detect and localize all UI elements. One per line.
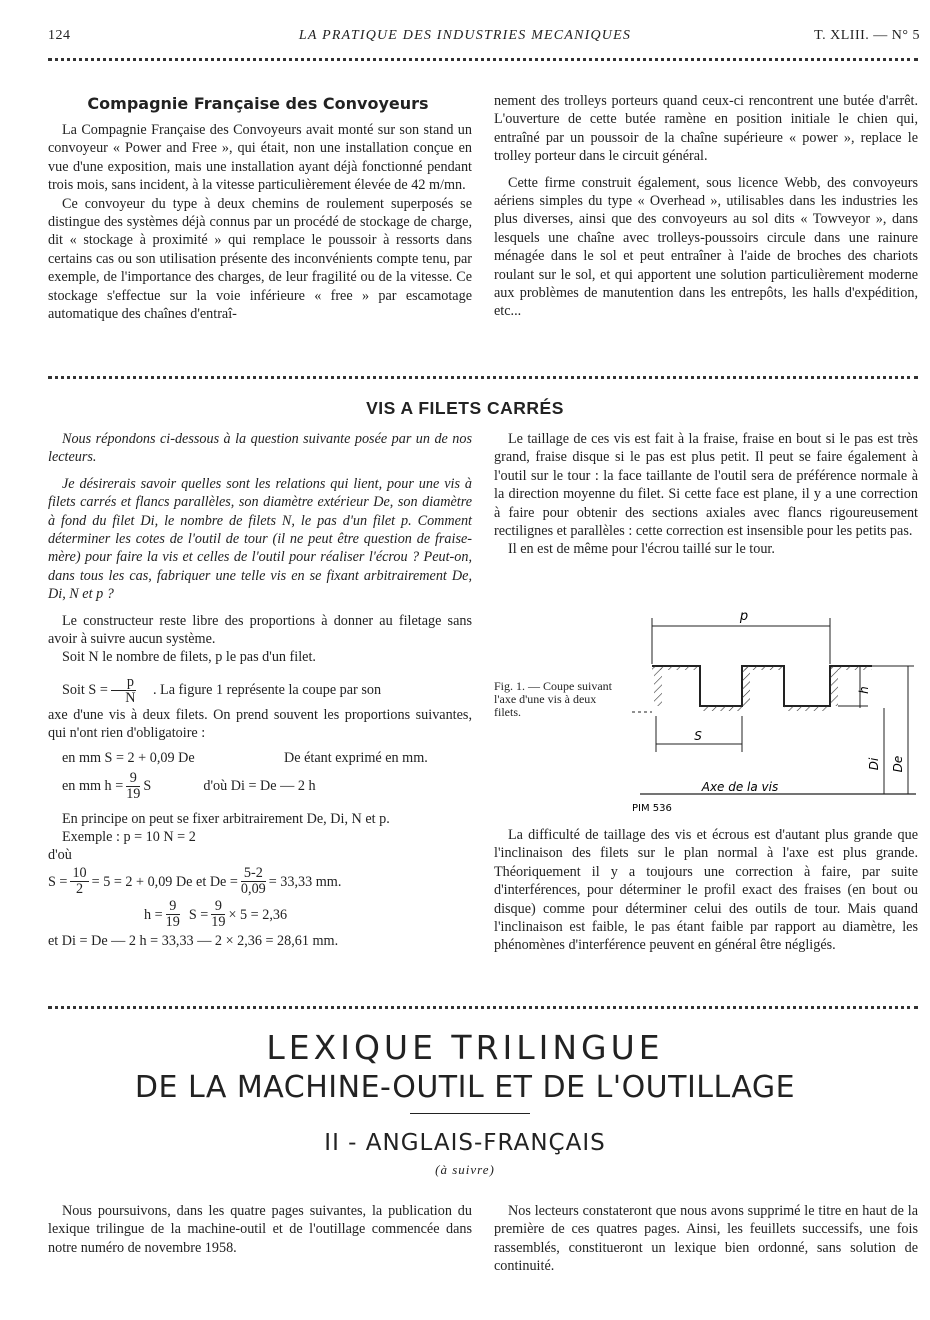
example-label: Exemple : p = 10 N = 2 [62,829,196,846]
thread-section-figure [632,604,922,818]
formula-1: en mm S = 2 + 0,09 De De étant exprimé en mm. [62,749,428,766]
article2-paragraph: Soit N le nombre de filets, p le pas d'un filet. [62,649,316,666]
title-underline [410,1113,530,1114]
article3-left-column [48,1202,472,1257]
article2-title: VIS A FILETS CARRÉS [366,398,564,418]
lexique-subtitle: II - ANGLAIS-FRANÇAIS [324,1130,606,1156]
page-number: 124 [48,28,71,43]
article1-paragraph: Ce convoyeur du type à deux chemins de roulement superposés se distingue des systèmes déjà connus par un procédé de stockage de charge, dit « stockage à proximité » qui remplace le poussoir à ressorts dans certains cas ou son utilisation présente des inconvénients compte tenu, par exemple, de l'importance des charges, de leur fragilité ou de la vitesse. Ce stockage s'effectue sur la voie inférieure « free » par escamotage automatique des chaînes d'entraî- [48,195,472,323]
label-h: h [857,686,871,694]
fraction-p-over-n: $\frac{p}{N}$ [111,675,136,706]
article2-paragraph: En principe on peut se fixer arbitrairement De, Di, N et p. [62,810,390,827]
journal-title: LA PRATIQUE DES INDUSTRIES MECANIQUES [298,28,632,43]
example-formula-3: et Di = De — 2 h = 33,33 — 2 × 2,36 = 28,61 mm. [48,933,339,950]
article1-left-column [48,121,472,323]
figure-caption: Fig. 1. — Coupe suivant l'axe d'une vis à deux filets. [494,679,613,719]
formula-2: en mm h = $\frac{9}{19}$ S d'où Di = De — 2 h [62,769,316,802]
article3-paragraph: Nous poursuivons, dans les quatre pages suivantes, la publication du lexique trilingue de la machine-outil et de l'outillage commencée dans notre numéro de novembre 1958. [48,1203,472,1256]
article1-paragraph: Cette firme construit également, sous licence Webb, des convoyeurs aériens simples du type « Overhead », utilisables dans les industries les plus diverses, ainsi que des convoyeurs au sol dits « Towveyor », dans lesquels une chaîne avec trolleys-poussoirs circule dans une rainure ménagée dans le sol et peut entraîner à l'aide de broches des chariots roulant sur le sol, et qui apportent une solution particulièrement moderne aux problèmes de manutention dans les entrepôts, les halls d'expédition, etc... [494,174,918,320]
issue-number: T. XLIII. — N° 5 [814,28,920,43]
label-di: Di [867,757,881,771]
article1-paragraph: nement des trolleys porteurs quand ceux-ci rencontrent une butée d'arrêt. L'ouverture de cette butée ramène en position initiale le chien qui, entraîné par un poussoir de la chaîne supérieure « power », replace le trolley porteur dans le circuit général. [494,93,918,165]
article3-right-column [494,1202,918,1276]
article3-paragraph: Nos lecteurs constateront que nous avons supprimé le titre en haut de la première de ces quatres pages. Ainsi, les feuillets successifs, une fois rassemblés, constitueront un lexique bien ordonné, sans solution de continuité. [494,1203,918,1275]
reader-question: Je désirerais savoir quelles sont les relations qui lient, pour une vis à filets carrés et flancs parallèles, son diamètre extérieur De, son diamètre à fond du filet Di, le nombre de filets N, le pas d'un filet p. Comment déterminer les cotes de l'outil de tour (il ne peut être question de fraise-mère) pour faire la vis et celles de l'outil pour réaliser l'écrou ? Peut-on, dans tous les cas, fabriquer une telle vis en se fixant arbitrairement De, Di, N et p ? [48,475,472,603]
article1-paragraph: La Compagnie Française des Convoyeurs avait monté sur son stand un convoyeur « Power and Free », qui était, non une installation conçue en vue d'une exposition, mais une installation ayant déjà fonctionné pendant trois mois, sans incident, à la vitesse particulièrement élevée de 42 m/mn. [48,122,472,194]
label-de: De [891,755,905,773]
formula-s-line: Soit S = $\frac{p}{N}$ . La figure 1 représente la coupe par son [62,673,382,706]
article1-title: Compagnie Française des Convoyeurs [87,94,429,113]
example-dou: d'où [48,847,72,864]
label-axis: Axe de la vis [701,780,779,794]
thread-profile [652,666,872,706]
article2-paragraph: Il en est de même pour l'écrou taillé sur le tour. [508,541,775,558]
article2-paragraph: Le constructeur reste libre des proportions à donner au filetage sans avoir à suivre aucun système. [48,612,472,648]
example-formula-2: h = $\frac{9}{19}$ S = $\frac{9}{19}$ × 5 = 2,36 [144,898,288,931]
example-formula-1: S = $\frac{10}{2}$ = 5 = 2 + 0,09 De et De = $\frac{5-2}{0,09}$ = 33,33 mm. [48,865,342,898]
article2-right-column [494,430,918,559]
to-be-continued: (à suivre) [435,1162,495,1177]
article1-right-column [494,92,918,321]
article2-intro: Nous répondons ci-dessous à la question suivante posée par un de nos lecteurs. [48,431,472,466]
article2-right-column-bottom [494,826,918,955]
header-divider [48,58,918,61]
article2-left-column [48,430,472,950]
lexique-title-line1: LEXIQUE TRILINGUE [266,1028,664,1067]
lexique-title-line2: DE LA MACHINE-OUTIL ET DE L'OUTILLAGE [134,1070,796,1105]
article2-paragraph: Le taillage de ces vis est fait à la fraise, fraise en bout si le pas est très grand, fraise disque si le pas est plus petit. Il peut se faire également à l'outil sur le tour : la face taillante de l'outil sera de préférence normale à la direction moyenne du filet. Si cette face est plane, il y a une correction à faire pour obtenir des sections axiales avec flancs rigoureusement rectilignes et parallèles : cette correction est insensible pour les petits pas. [494,431,918,540]
section-divider [48,1006,918,1009]
label-s: S [694,729,702,743]
figure-reference: PIM 536 [632,803,672,814]
article2-paragraph: axe d'une vis à deux filets. On prend souvent les proportions suivantes, qui n'ont rien d'obligatoire : [48,706,472,742]
article2-paragraph: La difficulté de taillage des vis et écrous est d'autant plus grande que l'inclinaison des filets sur le plan normal à l'axe est plus grande. Théoriquement il y a toujours une correction à faire, par suite d'interférences, pour déterminer le profil exact des fraises (en bout ou disque) comme pour déterminer celui des outils de tour. Mais quand l'inclinaison est faible, le pas étant faible par rapport au diamètre, les phénomènes d'interférence peuvent en général être négligés. [494,827,918,954]
section-divider [48,376,918,379]
label-p: p [739,609,749,624]
